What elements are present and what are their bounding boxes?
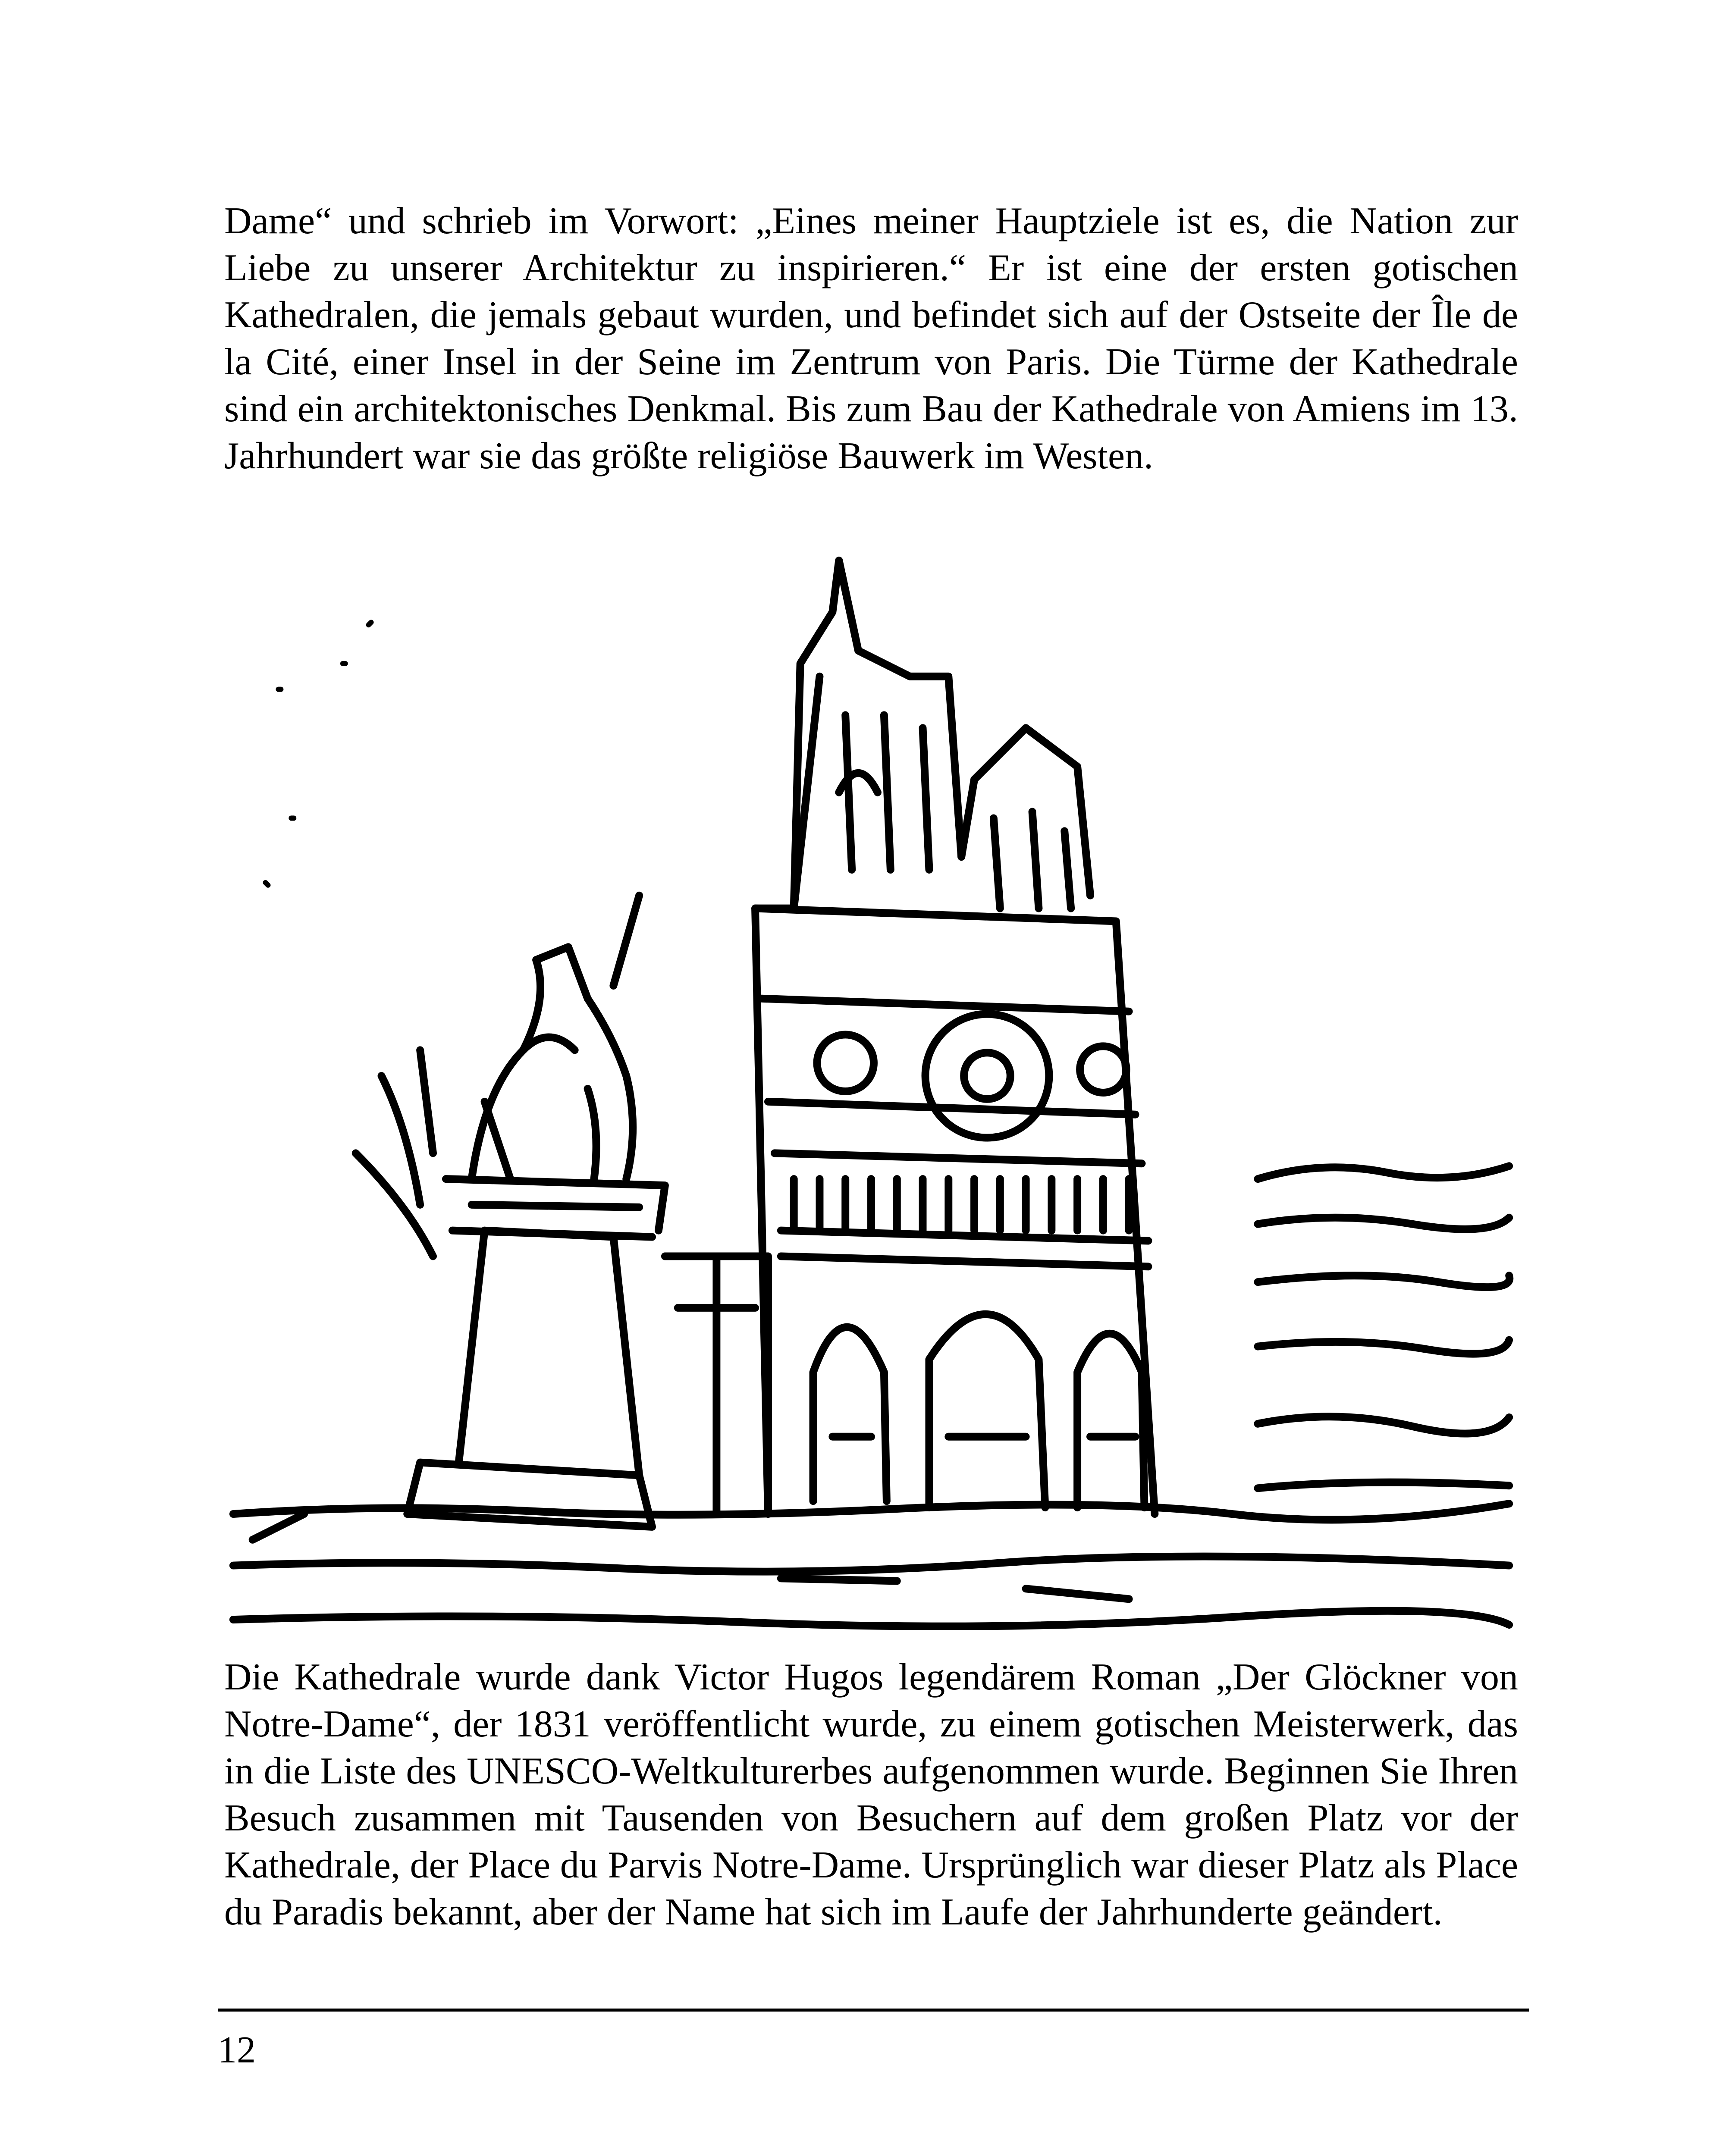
equestrian-statue	[356, 896, 665, 1527]
cathedral-facade	[665, 561, 1155, 1514]
page-number: 12	[218, 2029, 256, 2071]
ground-lines	[233, 1504, 1509, 1626]
background-buildings	[1258, 1166, 1509, 1488]
body-paragraph-bottom: Die Kathedrale wurde dank Victor Hugos legendärem Roman „Der Glöckner von Notre-Dame“, der 1831 veröffentlicht wurde, zu einem gotischen Meisterwerk, das in die Liste des UNESCO-Weltkulturerbes aufgenommen wurde. Beginnen Sie Ihren Besuch zusammen mit Tausenden von Besuchern auf dem großen Platz vor der Kathedrale, der Place du Parvis Notre-Dame. Ursprünglich war dieser Platz als Place du Paradis bekannt, aber der Name hat sich im Laufe der Jahrhunderte geändert.	[224, 1656, 1518, 1933]
cathedral-illustration	[224, 535, 1518, 1630]
bird-specks	[266, 622, 371, 885]
body-paragraph-top: Dame“ und schrieb im Vorwort: „Eines meiner Hauptziele ist es, die Nation zur Liebe zu unserer Architektur zu inspirieren.“ Er ist eine der ersten gotischen Kathedralen, die jemals gebaut wurden, und befindet sich auf der Ostseite der Île de la Cité, einer Insel in der Seine im Zentrum von Paris. Die Türme der Kathedrale sind ein architektonisches Denkmal. Bis zum Bau der Kathedrale von Amiens im 13. Jahrhundert war sie das größte religiöse Bauwerk im Westen.	[224, 200, 1518, 477]
footer-rule	[218, 2009, 1529, 2012]
